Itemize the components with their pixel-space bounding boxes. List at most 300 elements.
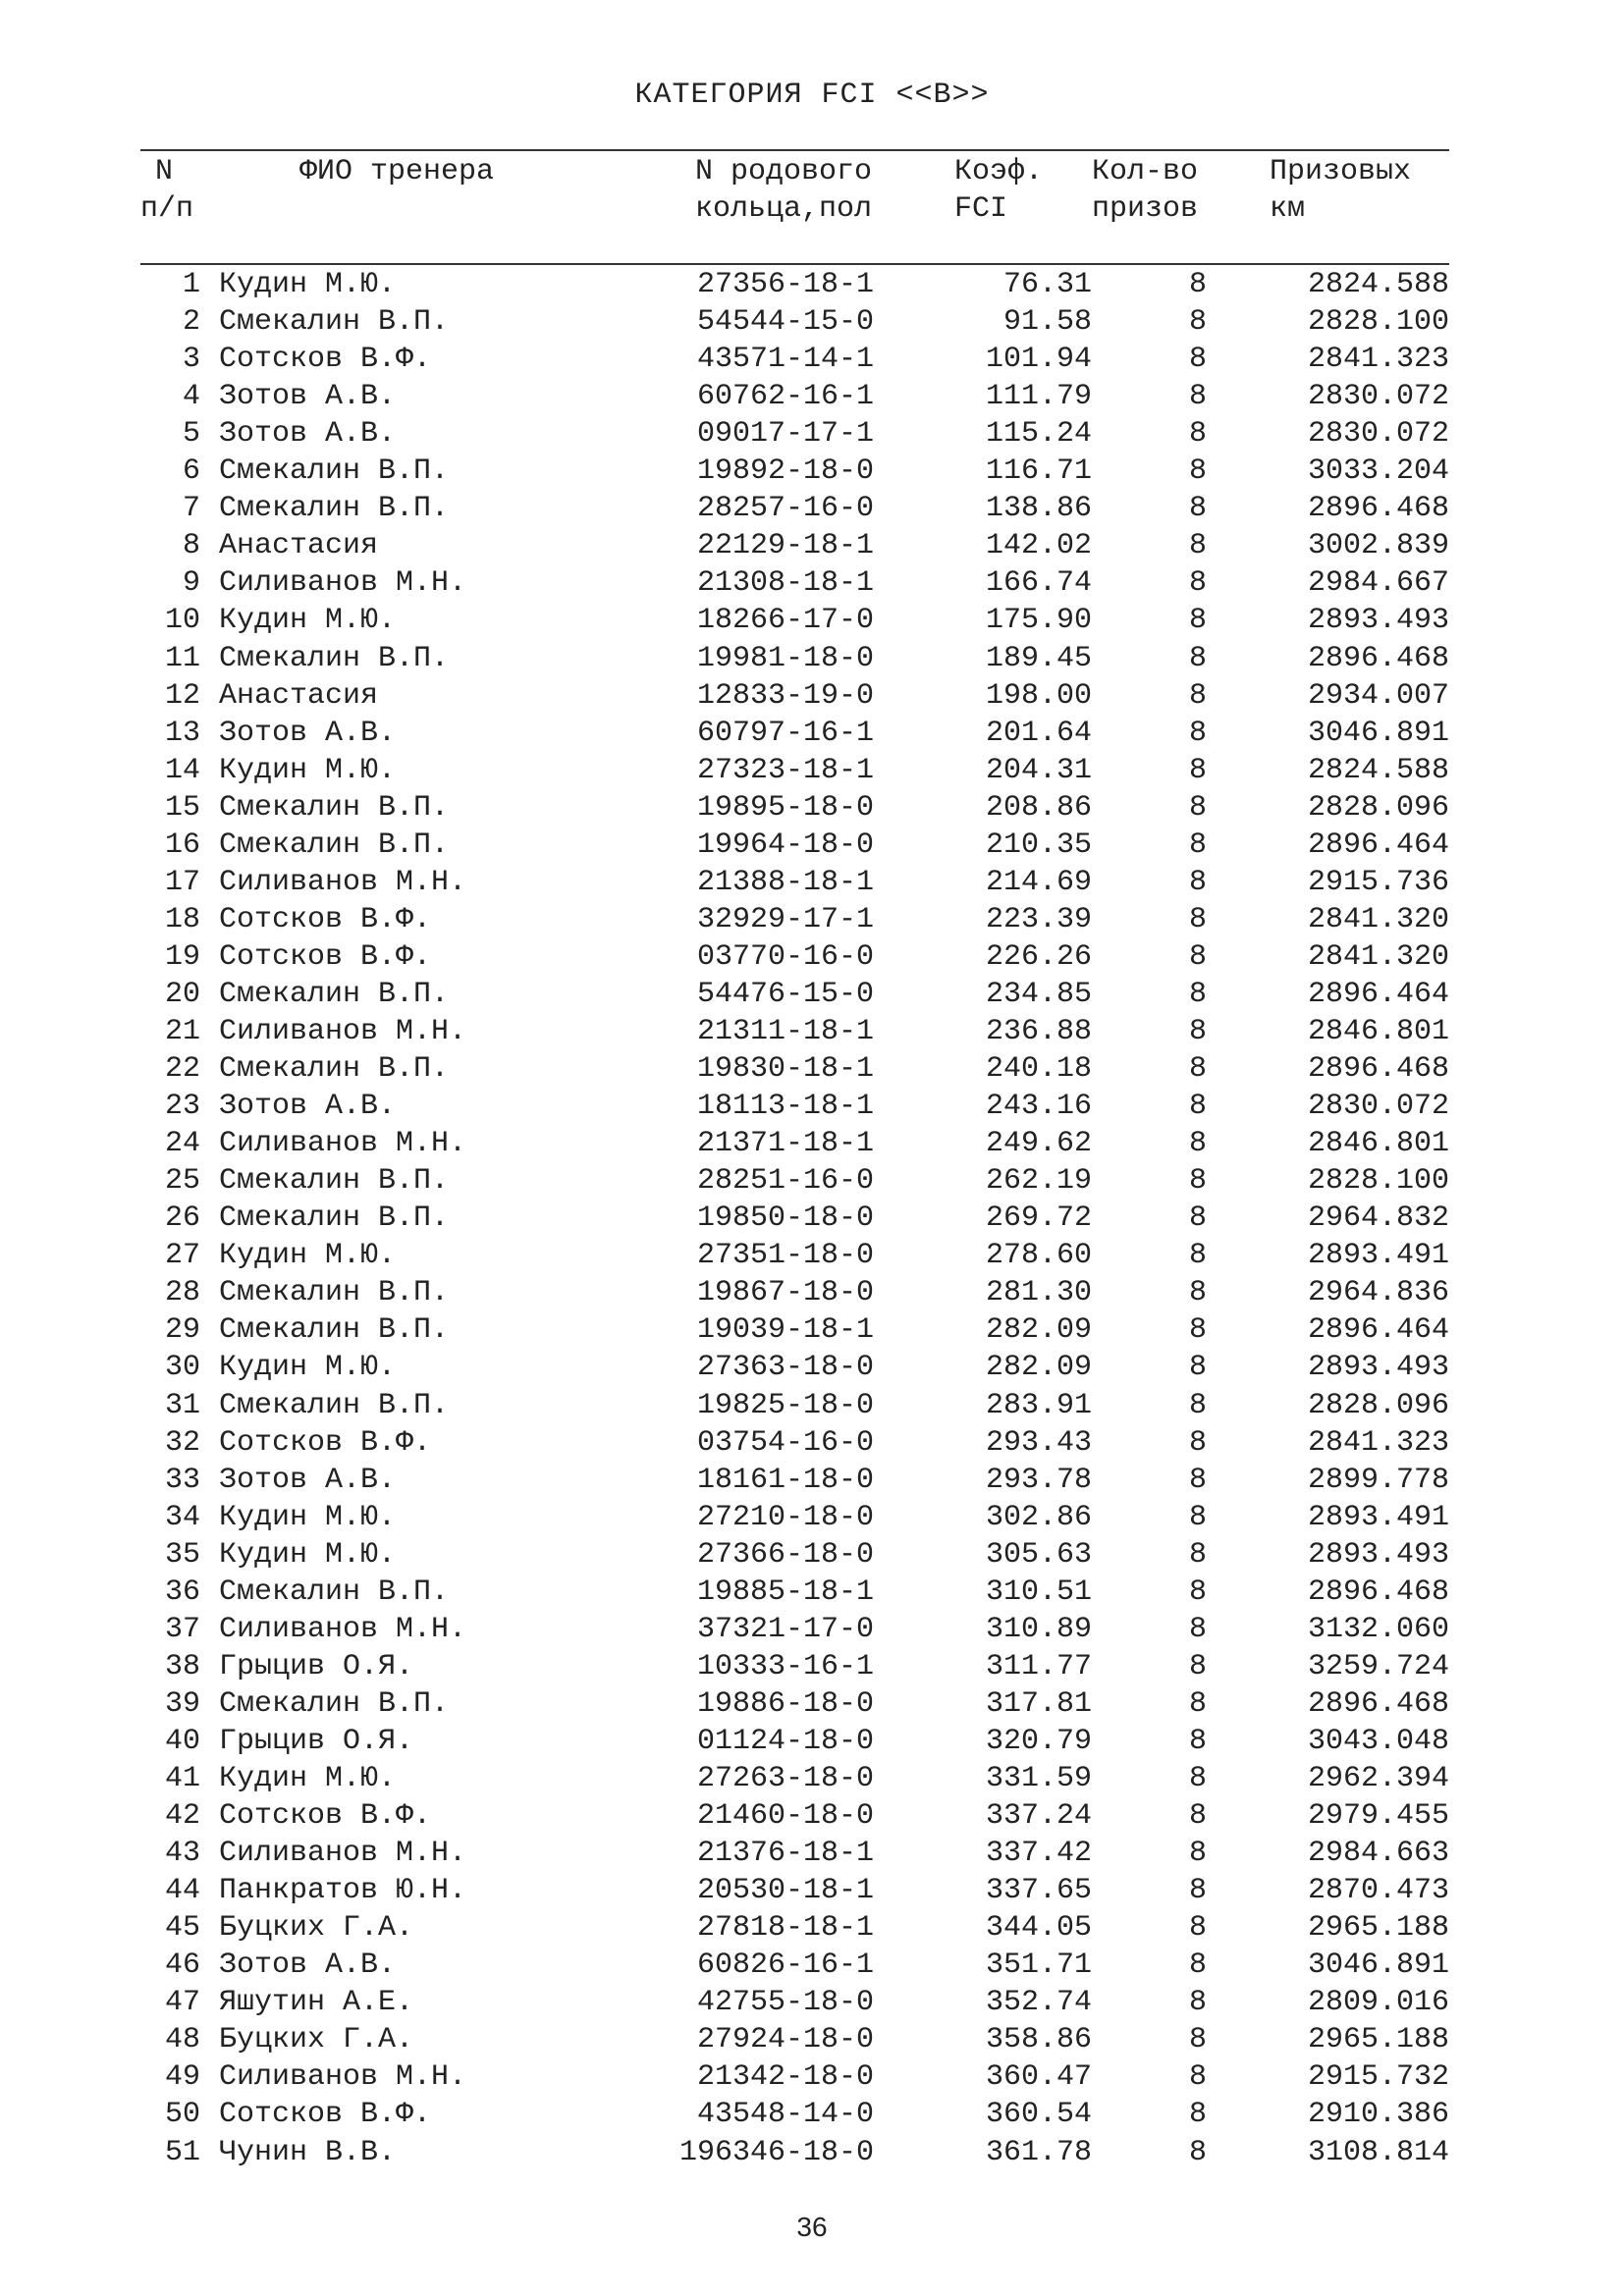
trainer-name: Смекалин В.П. — [219, 828, 450, 862]
fci-coefficient: 91.58 — [1002, 305, 1092, 340]
ring-number: 18161-18-0 — [696, 1463, 874, 1497]
prize-count: 8 — [1188, 1425, 1207, 1460]
fci-coefficient: 293.43 — [985, 1425, 1092, 1460]
fci-coefficient: 320.79 — [985, 1724, 1092, 1758]
row-number: 32 — [164, 1425, 200, 1460]
fci-coefficient: 210.35 — [985, 828, 1092, 862]
ring-number: 10333-16-1 — [696, 1649, 874, 1683]
ring-number: 21311-18-1 — [696, 1015, 874, 1048]
ring-number: 27356-18-1 — [696, 268, 874, 301]
fci-coefficient: 243.16 — [985, 1090, 1092, 1124]
fci-coefficient: 240.18 — [985, 1052, 1092, 1087]
ring-number: 19895-18-0 — [696, 790, 874, 825]
ring-number: 19892-18-0 — [696, 454, 874, 489]
table-row — [0, 1760, 1624, 1797]
prize-km: 2962.394 — [1307, 1762, 1449, 1795]
ring-number: 01124-18-0 — [696, 1724, 874, 1758]
trainer-name: Смекалин В.П. — [219, 305, 450, 340]
trainer-name: Силиванов М.Н. — [219, 1837, 467, 1871]
table-row — [0, 1835, 1624, 1872]
row-number: 45 — [164, 1911, 200, 1946]
row-number: 24 — [164, 1127, 200, 1161]
ring-number: 27924-18-0 — [696, 2023, 874, 2057]
ring-number: 12833-19-0 — [696, 678, 874, 713]
ring-number: 54476-15-0 — [696, 977, 874, 1011]
prize-count: 8 — [1188, 1463, 1207, 1497]
prize-km: 3132.060 — [1307, 1612, 1449, 1646]
trainer-name: Смекалин В.П. — [219, 454, 450, 489]
fci-coefficient: 317.81 — [985, 1686, 1092, 1721]
header-n-line2: п/п — [140, 192, 194, 226]
row-number: 47 — [164, 1986, 200, 2020]
table-row — [0, 976, 1624, 1013]
fci-coefficient: 278.60 — [985, 1239, 1092, 1273]
prize-km: 2828.096 — [1307, 790, 1449, 825]
row-number: 41 — [164, 1762, 200, 1795]
prize-count: 8 — [1188, 939, 1207, 974]
fci-coefficient: 115.24 — [985, 417, 1092, 452]
table-row — [0, 1984, 1624, 2021]
row-number: 46 — [164, 1949, 200, 1983]
row-number: 19 — [164, 939, 200, 974]
trainer-name: Сотсков В.Ф. — [219, 902, 432, 936]
trainer-name: Зотов А.В. — [219, 716, 397, 750]
fci-coefficient: 111.79 — [985, 380, 1092, 414]
prize-count: 8 — [1188, 828, 1207, 862]
row-number: 37 — [164, 1612, 200, 1646]
prize-count: 8 — [1188, 1686, 1207, 1721]
ring-number: 03770-16-0 — [696, 939, 874, 974]
row-number: 6 — [182, 454, 200, 489]
table-row — [0, 2058, 1624, 2096]
trainer-name: Панкратов Ю.Н. — [219, 1874, 467, 1908]
prize-km: 2896.464 — [1307, 828, 1449, 862]
prize-km: 2841.320 — [1307, 939, 1449, 974]
prize-count: 8 — [1188, 1351, 1207, 1385]
prize-km: 3002.839 — [1307, 529, 1449, 563]
ring-number: 03754-16-0 — [696, 1425, 874, 1460]
prize-km: 3046.891 — [1307, 1949, 1449, 1983]
trainer-name: Силиванов М.Н. — [219, 865, 467, 899]
trainer-name: Анастасия — [219, 529, 379, 563]
trainer-name: Смекалин В.П. — [219, 1201, 450, 1236]
header-km-line2: км — [1270, 192, 1306, 226]
prize-km: 3033.204 — [1307, 454, 1449, 489]
ring-number: 27323-18-1 — [696, 753, 874, 787]
table-row — [0, 1574, 1624, 1611]
fci-coefficient: 351.71 — [985, 1949, 1092, 1983]
prize-km: 2893.493 — [1307, 604, 1449, 638]
fci-coefficient: 249.62 — [985, 1127, 1092, 1161]
header-coef-line1: Коэф. — [954, 155, 1044, 188]
table-row — [0, 1797, 1624, 1835]
table-row — [0, 1462, 1624, 1499]
trainer-name: Силиванов М.Н. — [219, 1612, 467, 1646]
prize-km: 2896.468 — [1307, 1052, 1449, 1087]
prize-km: 2910.386 — [1307, 2098, 1449, 2132]
row-number: 14 — [164, 753, 200, 787]
ring-number: 27210-18-0 — [696, 1500, 874, 1534]
prize-count: 8 — [1188, 529, 1207, 563]
prize-km: 2984.667 — [1307, 566, 1449, 601]
fci-coefficient: 234.85 — [985, 977, 1092, 1011]
table-row — [0, 341, 1624, 378]
prize-km: 2896.468 — [1307, 1686, 1449, 1721]
fci-coefficient: 361.78 — [985, 2135, 1092, 2169]
trainer-name: Смекалин В.П. — [219, 1313, 450, 1348]
prize-km: 2893.493 — [1307, 1537, 1449, 1572]
fci-coefficient: 138.86 — [985, 492, 1092, 526]
ring-number: 21388-18-1 — [696, 865, 874, 899]
prize-count: 8 — [1188, 678, 1207, 713]
prize-count: 8 — [1188, 1239, 1207, 1273]
page-number: 36 — [796, 2212, 828, 2242]
trainer-name: Буцких Г.А. — [219, 1911, 414, 1946]
ring-number: 60762-16-1 — [696, 380, 874, 414]
table-row — [0, 1387, 1624, 1424]
prize-count: 8 — [1188, 2060, 1207, 2095]
row-number: 43 — [164, 1837, 200, 1871]
prize-km: 2830.072 — [1307, 417, 1449, 452]
ring-number: 37321-17-0 — [696, 1612, 874, 1646]
prize-km: 2979.455 — [1307, 1799, 1449, 1834]
trainer-name: Кудин М.Ю. — [219, 1239, 397, 1273]
trainer-name: Сотсков В.Ф. — [219, 343, 432, 377]
ring-number: 28251-16-0 — [696, 1164, 874, 1199]
ring-number: 60797-16-1 — [696, 716, 874, 750]
row-number: 49 — [164, 2060, 200, 2095]
prize-count: 8 — [1188, 1201, 1207, 1236]
prize-km: 2934.007 — [1307, 678, 1449, 713]
prize-km: 2830.072 — [1307, 1090, 1449, 1124]
ring-number: 21460-18-0 — [696, 1799, 874, 1834]
ring-number: 27818-18-1 — [696, 1911, 874, 1946]
prize-count: 8 — [1188, 641, 1207, 675]
ring-number: 18266-17-0 — [696, 604, 874, 638]
prize-count: 8 — [1188, 1874, 1207, 1908]
ring-number: 19981-18-0 — [696, 641, 874, 675]
ring-number: 27351-18-0 — [696, 1239, 874, 1273]
table-row — [0, 938, 1624, 976]
prize-km: 3046.891 — [1307, 716, 1449, 750]
prize-count: 8 — [1188, 716, 1207, 750]
table-row — [0, 2096, 1624, 2133]
ring-number: 09017-17-1 — [696, 417, 874, 452]
prize-count: 8 — [1188, 343, 1207, 377]
fci-coefficient: 76.31 — [1002, 268, 1092, 301]
row-number: 3 — [182, 343, 200, 377]
row-number: 26 — [164, 1201, 200, 1236]
prize-count: 8 — [1188, 2135, 1207, 2169]
page-title: КАТЕГОРИЯ FCI <<В>> — [634, 79, 990, 112]
prize-count: 8 — [1188, 492, 1207, 526]
prize-km: 2915.736 — [1307, 865, 1449, 899]
header-count-line2: призов — [1092, 192, 1199, 226]
ring-number: 27366-18-0 — [696, 1537, 874, 1572]
ring-number: 21342-18-0 — [696, 2060, 874, 2095]
prize-km: 2893.491 — [1307, 1500, 1449, 1534]
row-number: 20 — [164, 977, 200, 1011]
row-number: 31 — [164, 1388, 200, 1422]
fci-coefficient: 358.86 — [985, 2023, 1092, 2057]
fci-coefficient: 226.26 — [985, 939, 1092, 974]
ring-number: 43571-14-1 — [696, 343, 874, 377]
prize-count: 8 — [1188, 1090, 1207, 1124]
row-number: 44 — [164, 1874, 200, 1908]
trainer-name: Сотсков В.Ф. — [219, 2098, 432, 2132]
table-row — [0, 1648, 1624, 1685]
prize-km: 3043.048 — [1307, 1724, 1449, 1758]
table-row — [0, 1237, 1624, 1274]
prize-count: 8 — [1188, 1164, 1207, 1199]
table-row — [0, 527, 1624, 564]
trainer-name: Кудин М.Ю. — [219, 1351, 397, 1385]
row-number: 27 — [164, 1239, 200, 1273]
header-bottom-rule — [140, 263, 1449, 265]
fci-coefficient: 302.86 — [985, 1500, 1092, 1534]
prize-count: 8 — [1188, 753, 1207, 787]
trainer-name: Сотсков В.Ф. — [219, 1799, 432, 1834]
ring-number: 19850-18-0 — [696, 1201, 874, 1236]
fci-coefficient: 337.65 — [985, 1874, 1092, 1908]
ring-number: 42755-18-0 — [696, 1986, 874, 2020]
trainer-name: Смекалин В.П. — [219, 492, 450, 526]
ring-number: 22129-18-1 — [696, 529, 874, 563]
prize-count: 8 — [1188, 305, 1207, 340]
row-number: 22 — [164, 1052, 200, 1087]
table-row — [0, 789, 1624, 827]
trainer-name: Силиванов М.Н. — [219, 1015, 467, 1048]
prize-km: 2915.732 — [1307, 2060, 1449, 2095]
prize-count: 8 — [1188, 1015, 1207, 1048]
fci-coefficient: 305.63 — [985, 1537, 1092, 1572]
fci-coefficient: 352.74 — [985, 1986, 1092, 2020]
fci-coefficient: 282.09 — [985, 1313, 1092, 1348]
row-number: 38 — [164, 1649, 200, 1683]
ring-number: 32929-17-1 — [696, 902, 874, 936]
row-number: 21 — [164, 1015, 200, 1048]
prize-km: 2965.188 — [1307, 1911, 1449, 1946]
fci-coefficient: 337.24 — [985, 1799, 1092, 1834]
table-row — [0, 1685, 1624, 1723]
trainer-name: Анастасия — [219, 678, 379, 713]
fci-coefficient: 189.45 — [985, 641, 1092, 675]
prize-km: 2896.464 — [1307, 977, 1449, 1011]
row-number: 1 — [182, 268, 200, 301]
prize-count: 8 — [1188, 1276, 1207, 1310]
prize-km: 2896.464 — [1307, 1313, 1449, 1348]
prize-km: 2828.096 — [1307, 1388, 1449, 1422]
trainer-name: Смекалин В.П. — [219, 1052, 450, 1087]
ring-number: 21371-18-1 — [696, 1127, 874, 1161]
table-row — [0, 1611, 1624, 1648]
table-row — [0, 1424, 1624, 1462]
prize-count: 8 — [1188, 1127, 1207, 1161]
trainer-name: Силиванов М.Н. — [219, 2060, 467, 2095]
table-row — [0, 1872, 1624, 1909]
prize-count: 8 — [1188, 1388, 1207, 1422]
prize-km: 2841.320 — [1307, 902, 1449, 936]
prize-count: 8 — [1188, 417, 1207, 452]
trainer-name: Смекалин В.П. — [219, 1575, 450, 1609]
trainer-name: Зотов А.В. — [219, 380, 397, 414]
fci-coefficient: 198.00 — [985, 678, 1092, 713]
table-row — [0, 1311, 1624, 1349]
trainer-name: Зотов А.В. — [219, 1090, 397, 1124]
trainer-name: Яшутин А.Е. — [219, 1986, 414, 2020]
header-ring-line2: кольца,пол — [695, 192, 873, 226]
prize-count: 8 — [1188, 1837, 1207, 1871]
fci-coefficient: 283.91 — [985, 1388, 1092, 1422]
table-row — [0, 2134, 1624, 2171]
trainer-name: Кудин М.Ю. — [219, 1500, 397, 1534]
trainer-name: Силиванов М.Н. — [219, 566, 467, 601]
fci-coefficient: 293.78 — [985, 1463, 1092, 1497]
row-number: 23 — [164, 1090, 200, 1124]
ring-number: 19964-18-0 — [696, 828, 874, 862]
row-number: 18 — [164, 902, 200, 936]
prize-count: 8 — [1188, 454, 1207, 489]
table-row — [0, 901, 1624, 938]
trainer-name: Смекалин В.П. — [219, 641, 450, 675]
ring-number: 18113-18-1 — [696, 1090, 874, 1124]
trainer-name: Смекалин В.П. — [219, 1164, 450, 1199]
ring-number: 54544-15-0 — [696, 305, 874, 340]
fci-coefficient: 204.31 — [985, 753, 1092, 787]
prize-count: 8 — [1188, 1799, 1207, 1834]
prize-count: 8 — [1188, 977, 1207, 1011]
fci-coefficient: 282.09 — [985, 1351, 1092, 1385]
table-row — [0, 640, 1624, 677]
fci-coefficient: 201.64 — [985, 716, 1092, 750]
prize-count: 8 — [1188, 1649, 1207, 1683]
header-top-rule — [140, 149, 1449, 151]
fci-coefficient: 214.69 — [985, 865, 1092, 899]
row-number: 25 — [164, 1164, 200, 1199]
row-number: 11 — [164, 641, 200, 675]
trainer-name: Смекалин В.П. — [219, 790, 450, 825]
row-number: 39 — [164, 1686, 200, 1721]
row-number: 30 — [164, 1351, 200, 1385]
header-ring-line1: N родового — [695, 155, 873, 188]
row-number: 9 — [182, 566, 200, 601]
ring-number: 43548-14-0 — [696, 2098, 874, 2132]
fci-coefficient: 142.02 — [985, 529, 1092, 563]
prize-count: 8 — [1188, 1612, 1207, 1646]
prize-count: 8 — [1188, 380, 1207, 414]
prize-count: 8 — [1188, 1911, 1207, 1946]
ring-number: 20530-18-1 — [696, 1874, 874, 1908]
prize-count: 8 — [1188, 865, 1207, 899]
prize-km: 2828.100 — [1307, 305, 1449, 340]
trainer-name: Кудин М.Ю. — [219, 268, 397, 301]
trainer-name: Силиванов М.Н. — [219, 1127, 467, 1161]
prize-km: 2830.072 — [1307, 380, 1449, 414]
ring-number: 19830-18-1 — [696, 1052, 874, 1087]
prize-km: 3259.724 — [1307, 1649, 1449, 1683]
fci-coefficient: 310.51 — [985, 1575, 1092, 1609]
ring-number: 27363-18-0 — [696, 1351, 874, 1385]
prize-km: 2964.832 — [1307, 1201, 1449, 1236]
fci-coefficient: 337.42 — [985, 1837, 1092, 1871]
header-count-line1: Кол-во — [1092, 155, 1199, 188]
header-name: ФИО тренера — [299, 155, 495, 188]
table-row — [0, 677, 1624, 715]
prize-km: 3108.814 — [1307, 2135, 1449, 2169]
table-row — [0, 1162, 1624, 1200]
prize-count: 8 — [1188, 1724, 1207, 1758]
header-km-line1: Призовых — [1270, 155, 1412, 188]
ring-number: 28257-16-0 — [696, 492, 874, 526]
table-row — [0, 1013, 1624, 1050]
trainer-name: Смекалин В.П. — [219, 1686, 450, 1721]
trainer-name: Кудин М.Ю. — [219, 1762, 397, 1795]
ring-number: 19039-18-1 — [696, 1313, 874, 1348]
prize-count: 8 — [1188, 268, 1207, 301]
fci-coefficient: 311.77 — [985, 1649, 1092, 1683]
fci-coefficient: 262.19 — [985, 1164, 1092, 1199]
prize-count: 8 — [1188, 2098, 1207, 2132]
fci-coefficient: 116.71 — [985, 454, 1092, 489]
row-number: 5 — [182, 417, 200, 452]
prize-km: 2841.323 — [1307, 1425, 1449, 1460]
prize-count: 8 — [1188, 1575, 1207, 1609]
fci-coefficient: 344.05 — [985, 1911, 1092, 1946]
table-row — [0, 1723, 1624, 1760]
prize-count: 8 — [1188, 902, 1207, 936]
prize-count: 8 — [1188, 2023, 1207, 2057]
row-number: 36 — [164, 1575, 200, 1609]
ring-number: 19885-18-1 — [696, 1575, 874, 1609]
row-number: 17 — [164, 865, 200, 899]
table-row — [0, 827, 1624, 864]
trainer-name: Грыцив О.Я. — [219, 1724, 414, 1758]
prize-count: 8 — [1188, 566, 1207, 601]
row-number: 29 — [164, 1313, 200, 1348]
fci-coefficient: 208.86 — [985, 790, 1092, 825]
row-number: 16 — [164, 828, 200, 862]
row-number: 51 — [164, 2135, 200, 2169]
row-number: 12 — [164, 678, 200, 713]
table-row — [0, 602, 1624, 639]
table-row — [0, 415, 1624, 453]
prize-km: 2870.473 — [1307, 1874, 1449, 1908]
table-row — [0, 864, 1624, 901]
table-row — [0, 1349, 1624, 1386]
trainer-name: Буцких Г.А. — [219, 2023, 414, 2057]
row-number: 8 — [182, 529, 200, 563]
prize-count: 8 — [1188, 604, 1207, 638]
table-row — [0, 715, 1624, 752]
fci-coefficient: 101.94 — [985, 343, 1092, 377]
prize-km: 2828.100 — [1307, 1164, 1449, 1199]
prize-km: 2824.588 — [1307, 753, 1449, 787]
prize-km: 2846.801 — [1307, 1127, 1449, 1161]
table-row — [0, 1125, 1624, 1162]
table-row — [0, 752, 1624, 789]
ring-number: 196346-18-0 — [678, 2135, 874, 2169]
row-number: 50 — [164, 2098, 200, 2132]
table-row — [0, 303, 1624, 341]
trainer-name: Зотов А.В. — [219, 1949, 397, 1983]
table-row — [0, 1909, 1624, 1947]
prize-count: 8 — [1188, 1986, 1207, 2020]
header-n-line1: N — [155, 155, 174, 188]
row-number: 2 — [182, 305, 200, 340]
fci-coefficient: 360.54 — [985, 2098, 1092, 2132]
trainer-name: Кудин М.Ю. — [219, 604, 397, 638]
header-coef-line2: FCI — [954, 192, 1008, 226]
